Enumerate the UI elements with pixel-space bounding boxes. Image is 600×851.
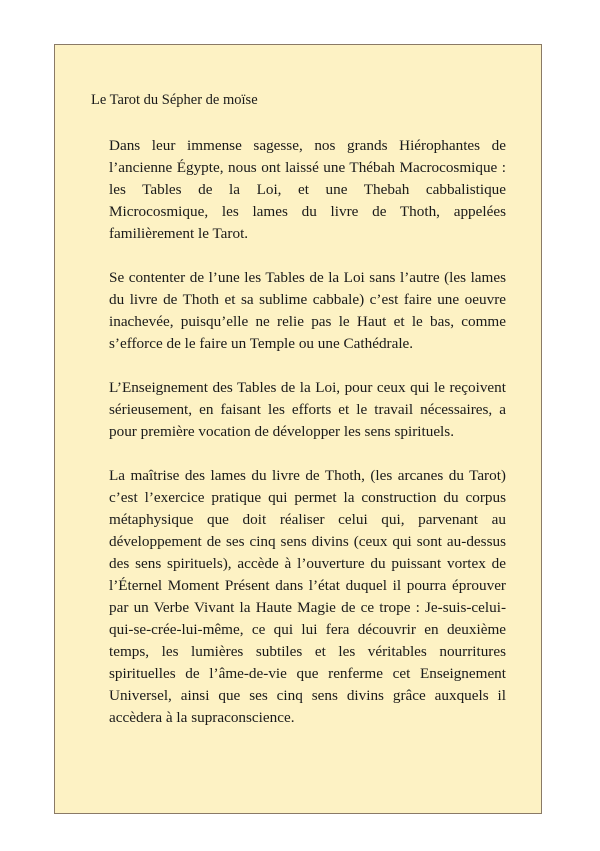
paragraph: La maîtrise des lames du livre de Thoth, (les arcanes du Tarot) c’est l’exercice pratique qui permet la construction du corpus métaphysique que doit réaliser celui qui, parvenant au développement de ses cinq sens divins (ceux qui sont au-dessus des sens spirituels), accède à l’ouverture du puissant vortex de l’Éternel Moment Présent dans l’état duquel il pourra éprouver par un Verbe Vivant la Haute Magie de ce trope : Je-suis-celui-qui-se-crée-lui-même, ce qui lui fera découvrir en deuxième temps, les lumières subtiles et les véritables nourritures spirituelles de l’âme-de-vie que renferme cet Enseignement Universel, ainsi que ses cinq sens divins grâce auxquels il accèdera à la supraconscience. (109, 467, 506, 726)
document-title: Le Tarot du Sépher de moïse (91, 92, 258, 108)
paragraph: Se contenter de l’une les Tables de la Loi sans l’autre (les lames du livre de Thoth et sa sublime cabbale) c’est faire une oeuvre inachevée, puisqu’elle ne relie pas le Haut et le bas, comme s’efforce de le faire un Temple ou une Cathédrale. (109, 269, 506, 352)
text-panel (54, 44, 542, 814)
document-body (109, 135, 506, 729)
paragraph: Dans leur immense sagesse, nos grands Hiérophantes de l’ancienne Égypte, nous ont laissé une Thébah Macrocosmique : les Tables de la Loi, et une Thebah cabbalistique Microcosmique, les lames du livre de Thoth, appelées familièrement le Tarot. (109, 137, 506, 242)
paragraph: L’Enseignement des Tables de la Loi, pour ceux qui le reçoivent sérieusement, en faisant les efforts et le travail nécessaires, a pour première vocation de développer les sens spirituels. (109, 379, 506, 440)
